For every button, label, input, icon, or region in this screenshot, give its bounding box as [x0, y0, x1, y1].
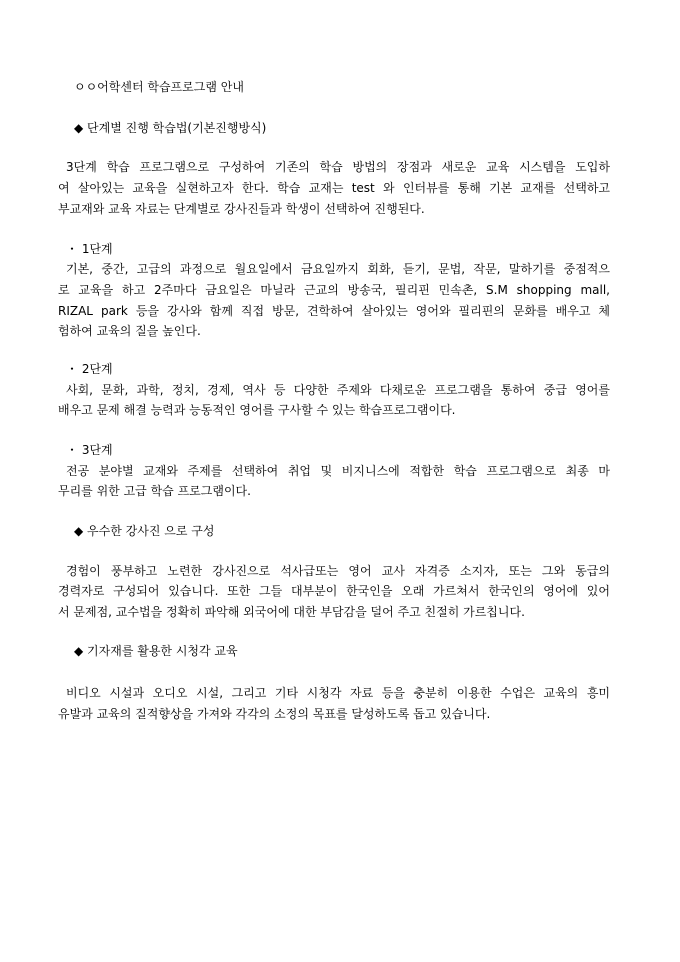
- section-heading-audiovisual: ◆ 기자재를 활용한 시청각 교육: [74, 644, 238, 658]
- paragraph-line: 부교재와 교육 자료는 단계별로 강사진들과 학생이 선택하여 진행된다.: [58, 202, 425, 216]
- step-label-1: ・ 1단계: [66, 242, 113, 256]
- paragraph-line: RIZAL park 등을 강사와 함께 직접 방문, 견학하여 살아있는 영어와 필리핀의 문화를 배우고 체: [58, 304, 610, 318]
- paragraph-line: 서 문제점, 교수법을 정확히 파악해 외국어에 대한 부담감을 덜어 주고 친절히 가르칩니다.: [58, 605, 525, 619]
- paragraph-line: 경험이 풍부하고 노련한 강사진으로 석사급또는 영어 교사 자격증 소지자, 또는 그와 동급의: [66, 564, 610, 578]
- paragraph-line: 무리를 위한 고급 학습 프로그램이다.: [58, 484, 251, 498]
- step-label-2: ・ 2단계: [66, 362, 113, 376]
- paragraph-line: 경력자로 구성되어 있습니다. 또한 그들 대부분이 한국인을 오래 가르쳐서 한국인의 영어에 있어: [58, 584, 610, 598]
- paragraph-line: 기본, 중간, 고급의 과정으로 월요일에서 금요일까지 회화, 듣기, 문법, 작문, 말하기를 중점적으: [66, 262, 610, 276]
- paragraph-line: 유발과 교육의 질적향상을 가져와 각각의 소정의 목표를 달성하도록 돕고 있습니다.: [58, 707, 491, 721]
- document-title: ㅇㅇ어학센터 학습프로그램 안내: [74, 80, 244, 94]
- paragraph-line: 비디오 시설과 오디오 시설, 그리고 기타 시청각 자료 등을 충분히 이용한 수업은 교육의 흥미: [66, 686, 610, 700]
- paragraph-line: 여 살아있는 교육을 실현하고자 한다. 학습 교재는 test 와 인터뷰를 통해 기본 교재를 선택하고: [58, 181, 610, 195]
- section-heading-step-learning: ◆ 단계별 진행 학습법(기본진행방식): [74, 121, 267, 135]
- paragraph-line: 험하여 교육의 질을 높인다.: [58, 324, 201, 338]
- paragraph-line: 3단계 학습 프로그램으로 구성하여 기존의 학습 방법의 장점과 새로운 교육 시스템을 도입하: [66, 160, 610, 174]
- step-label-3: ・ 3단계: [66, 443, 113, 457]
- paragraph-line: 배우고 문제 해결 능력과 능동적인 영어를 구사할 수 있는 학습프로그램이다.: [58, 403, 456, 417]
- section-heading-instructors: ◆ 우수한 강사진 으로 구성: [74, 524, 215, 538]
- paragraph-line: 전공 분야별 교재와 주제를 선택하여 취업 및 비지니스에 적합한 학습 프로그램으로 최종 마: [66, 464, 610, 478]
- paragraph-line: 로 교육을 하고 2주마다 금요일은 마닐라 근교의 방송국, 필리핀 민속촌, S.M shopping mall,: [58, 283, 610, 297]
- paragraph-line: 사회, 문화, 과학, 정치, 경제, 역사 등 다양한 주제와 다채로운 프로그램을 통하여 중급 영어를: [66, 383, 610, 397]
